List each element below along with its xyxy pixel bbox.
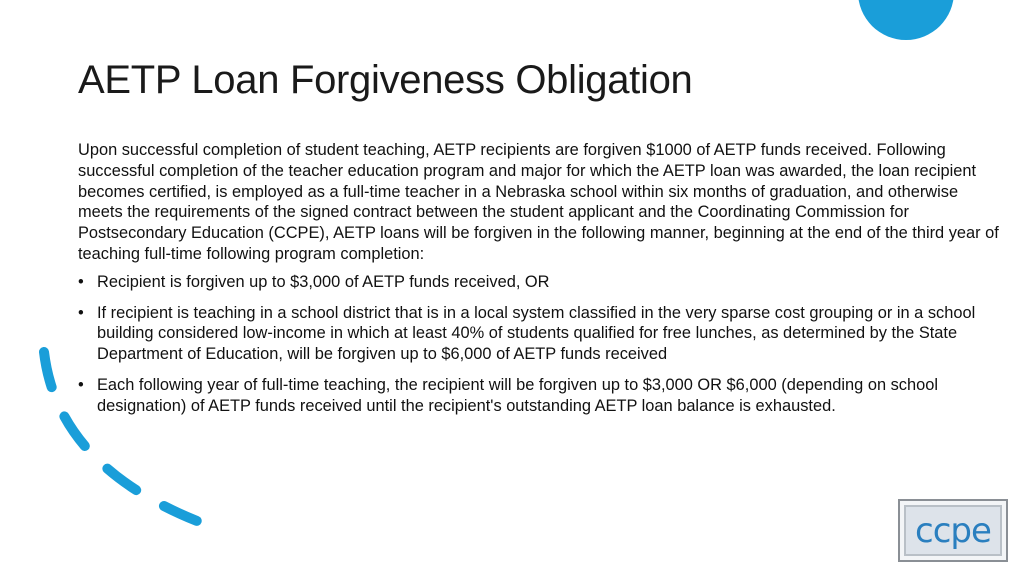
bullet-item (78, 375, 1006, 417)
ccpe-logo (898, 499, 1008, 562)
intro-paragraph: Upon successful completion of student teaching, AETP recipients are forgiven $1000 of AETP funds received. Following successful completion of the teacher education program and major for which the AETP loan was awarded, the loan recipient becomes certified, is employed as a full-time teacher in a Nebraska school within six months of graduation, and otherwise meets the requirements of the signed contract between the student applicant and the Coordinating Commission for Postsecondary Education (CCPE), AETP loans will be forgiven in the following manner, beginning at the end of the third year of teaching full-time following program completion: (78, 141, 999, 263)
bullet-text: Each following year of full-time teaching, the recipient will be forgiven up to $3,000 OR $6,000 (depending on school designation) of AETP funds received until the recipient's outstanding AETP loan balance is exhausted. (97, 375, 938, 415)
bullet-item (78, 272, 1006, 293)
bullet-text: If recipient is teaching in a school district that is in a local system classified in the very sparse cost grouping or in a school building considered low-income in which at least 40% of students qualified for free lunches, as determined by the State Department of Education, will be forgiven up to $6,000 of AETP funds received (97, 303, 976, 364)
ccpe-logo-frame (904, 505, 1002, 556)
slide-title: AETP Loan Forgiveness Obligation (78, 58, 693, 102)
bullet-list (78, 272, 1006, 417)
bullet-icon: • (78, 303, 84, 322)
bullet-item (78, 303, 1006, 365)
bullet-icon: • (78, 375, 84, 394)
decorative-circle (858, 0, 954, 40)
bullet-text: Recipient is forgiven up to $3,000 of AETP funds received, OR (97, 272, 550, 291)
bullet-icon: • (78, 272, 84, 291)
ccpe-logo-text: ccpe (915, 510, 991, 551)
slide-body (78, 140, 1006, 427)
